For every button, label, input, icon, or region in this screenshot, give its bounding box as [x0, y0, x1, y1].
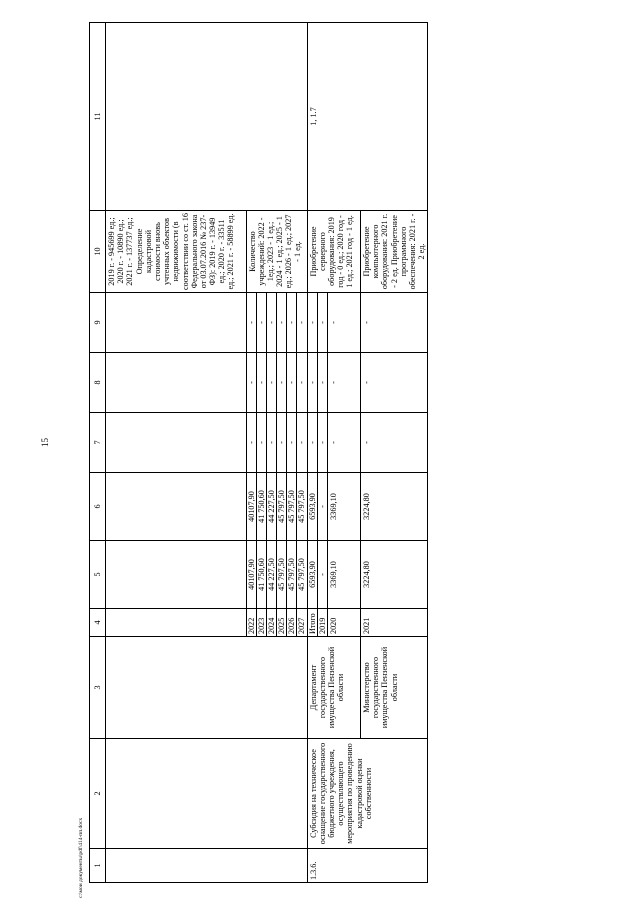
cell-value: - [307, 353, 317, 413]
cell-year: 2025 [277, 609, 287, 637]
cell-item-name: Субсидия на техническое оснащение государственного бюджетного учреждения, осуществляющего мероприятия по проведению кадастровой оценки собственности [307, 739, 428, 849]
cell-value: 6593,90 [307, 541, 317, 609]
table-row-continuation-top [106, 23, 247, 883]
table-row-year [246, 23, 256, 883]
cell-value: 45 797,50 [297, 541, 307, 609]
cell-col11-indicators: 1, 1.7 [307, 23, 428, 211]
cell-value: - [307, 413, 317, 473]
cell-year: 2024 [266, 609, 276, 637]
cell-value: - [277, 293, 287, 353]
cell-value: - [328, 353, 361, 413]
cell-value: 3224,80 [361, 473, 428, 541]
cell-value: 41 750,60 [256, 473, 266, 541]
cell-value: - [328, 413, 361, 473]
header-row [90, 23, 106, 883]
cell-value: - [317, 541, 327, 609]
cell-value: - [246, 413, 256, 473]
cell-value: 40107,90 [246, 541, 256, 609]
cell-year: 2020 [328, 609, 361, 637]
cell-value: - [266, 293, 276, 353]
header-col-7: 7 [90, 413, 106, 473]
cell-value: - [266, 353, 276, 413]
cell-year: Итого [307, 609, 317, 637]
cell-value: - [328, 293, 361, 353]
program-activities-table [89, 22, 428, 883]
cell-value: - [287, 353, 297, 413]
cell-executor-ministry: Министерство государственного имущества Пензенской области [361, 637, 428, 739]
cell-value: - [361, 413, 428, 473]
cell-value: 45 797,50 [287, 473, 297, 541]
cell-year: 2019 [317, 609, 327, 637]
cell-value: 45 797,50 [287, 541, 297, 609]
cell-value: - [256, 293, 266, 353]
cell-value: - [287, 293, 297, 353]
cell-value: 45 797,50 [277, 473, 287, 541]
cell-value: 6593,90 [307, 473, 317, 541]
rotated-table-wrapper [89, 23, 569, 883]
page-number: 15 [40, 438, 50, 447]
table-row-item-1-3-6 [307, 23, 317, 883]
cell-executor-department: Департамент государственного имущества Пензенской области [307, 637, 360, 739]
header-col-6: 6 [90, 473, 106, 541]
cell-col10-server-equipment: Приобретение серверного оборудования: 2019 год - 0 ед.; 2020 год - 1 ед.; 2021 год - 1 ед. [307, 211, 360, 293]
header-col-11: 11 [90, 23, 106, 211]
cell-value: - [317, 473, 327, 541]
cell-value: - [277, 413, 287, 473]
cell-year: 2026 [287, 609, 297, 637]
cell-value: - [297, 293, 307, 353]
cell-value: 45 797,50 [297, 473, 307, 541]
cell-year: 2021 [361, 609, 428, 637]
cell-value: - [246, 353, 256, 413]
header-col-3: 3 [90, 637, 106, 739]
cell-col10-top: 2019 г. - 945699 ед.; 2020 г. - 10890 ед.; 2021 г. - 137737 ед.; Определение кадастровой стоимости вновь учтенных объектов недвижимости (в соответствии со ст. 16 Федерального закона от 03.07.2016 № 237-ФЗ): 2019 г. - 13949 ед.; 2020 г. - 33511 ед.; 2021 г. - 58899 ед. [106, 211, 247, 293]
cell-value: - [277, 353, 287, 413]
cell-year: 2023 [256, 609, 266, 637]
cell-col10-institutions: Количество учреждений: 2022 - 1ед.; 2023 - 1 ед.; 2024 - 1 ед.; 2025 - 1 ед.; 2026 - 1 ед.; 2027 - 1 ед. [246, 211, 307, 293]
header-col-9: 9 [90, 293, 106, 353]
cell-value: 45 797,50 [277, 541, 287, 609]
cell-value: 40107,90 [246, 473, 256, 541]
cell-value: - [266, 413, 276, 473]
header-col-1: 1 [90, 849, 106, 883]
cell-value: - [317, 293, 327, 353]
footer-file-path: c:\мои документы\pdf\414-пп.docx [78, 817, 84, 898]
cell-col10-computer-software: Приобретение компьютерного оборудования: 2021 г. - 2 ед. Приобретение программного обеспечения: 2021 г. - 2 ед. [361, 211, 428, 293]
cell-value: - [317, 413, 327, 473]
cell-value: 3369,10 [328, 473, 361, 541]
cell-value: - [307, 293, 317, 353]
cell-value: - [297, 413, 307, 473]
cell-year: 2022 [246, 609, 256, 637]
header-col-2: 2 [90, 739, 106, 849]
cell-value: - [317, 353, 327, 413]
header-col-10: 10 [90, 211, 106, 293]
cell-value: 3369,10 [328, 541, 361, 609]
cell-value: - [361, 293, 428, 353]
cell-value: 44 227,50 [266, 473, 276, 541]
cell-value: 41 750,60 [256, 541, 266, 609]
cell-value: - [287, 413, 297, 473]
cell-value: 44 227,50 [266, 541, 276, 609]
cell-item-number: 1.3.6. [307, 849, 428, 883]
header-col-8: 8 [90, 353, 106, 413]
cell-value: - [246, 293, 256, 353]
cell-value: - [256, 413, 266, 473]
cell-value: - [256, 353, 266, 413]
cell-value: - [361, 353, 428, 413]
cell-value: - [297, 353, 307, 413]
cell-value: 3224,80 [361, 541, 428, 609]
header-col-5: 5 [90, 541, 106, 609]
cell-year: 2027 [297, 609, 307, 637]
header-col-4: 4 [90, 609, 106, 637]
